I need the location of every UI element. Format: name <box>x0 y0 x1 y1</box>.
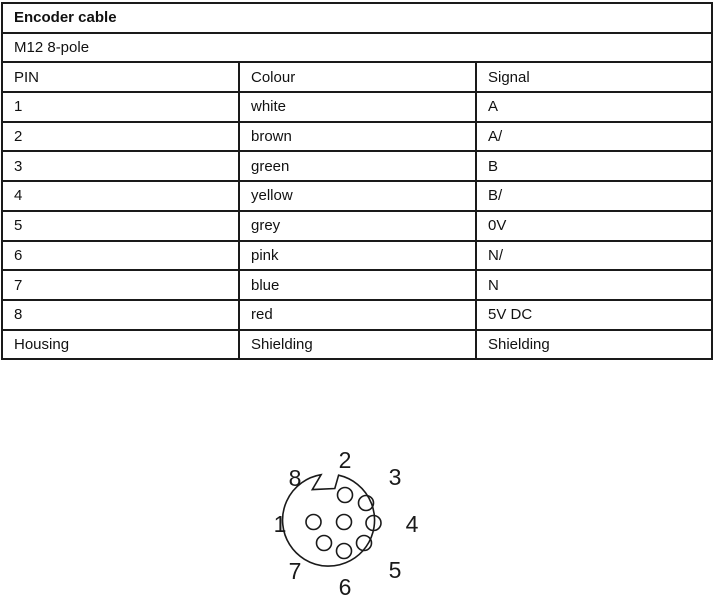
pin-cell: 8 <box>2 300 239 330</box>
table-subtitle: M12 8-pole <box>2 33 712 63</box>
pin-cell: 6 <box>2 241 239 271</box>
pin-label-3: 3 <box>388 464 402 490</box>
pin-label-6: 6 <box>338 574 352 600</box>
signal-cell: 0V <box>476 211 712 241</box>
signal-cell: Shielding <box>476 330 712 360</box>
table-title-row <box>2 3 712 33</box>
pin-cell: 2 <box>2 122 239 152</box>
table-row <box>2 270 712 300</box>
m12-connector-diagram <box>262 446 432 600</box>
table-row <box>2 211 712 241</box>
table-title: Encoder cable <box>2 3 712 33</box>
signal-cell: N/ <box>476 241 712 271</box>
signal-cell: 5V DC <box>476 300 712 330</box>
pin-cell: 5 <box>2 211 239 241</box>
colour-cell: white <box>239 92 476 122</box>
table-row <box>2 241 712 271</box>
pin-cell: 3 <box>2 151 239 181</box>
header-colour: Colour <box>239 62 476 92</box>
pin-socket-2 <box>338 488 353 503</box>
colour-cell: yellow <box>239 181 476 211</box>
table-row <box>2 330 712 360</box>
pin-label-8: 8 <box>288 465 302 491</box>
signal-cell: B <box>476 151 712 181</box>
pin-label-2: 2 <box>338 447 352 473</box>
colour-cell: grey <box>239 211 476 241</box>
table-header-row <box>2 62 712 92</box>
table-row <box>2 151 712 181</box>
colour-cell: red <box>239 300 476 330</box>
pin-cell: 1 <box>2 92 239 122</box>
pin-cell: 4 <box>2 181 239 211</box>
table-row <box>2 181 712 211</box>
pin-cell: 7 <box>2 270 239 300</box>
header-pin: PIN <box>2 62 239 92</box>
pin-socket-center <box>337 515 352 530</box>
colour-cell: blue <box>239 270 476 300</box>
table-row <box>2 300 712 330</box>
pin-cell: Housing <box>2 330 239 360</box>
table-row <box>2 122 712 152</box>
signal-cell: B/ <box>476 181 712 211</box>
pin-label-4: 4 <box>405 511 419 537</box>
signal-cell: A/ <box>476 122 712 152</box>
table-subtitle-row <box>2 33 712 63</box>
table-row <box>2 92 712 122</box>
colour-cell: pink <box>239 241 476 271</box>
pin-label-1: 1 <box>273 511 287 537</box>
pin-label-5: 5 <box>388 557 402 583</box>
colour-cell: Shielding <box>239 330 476 360</box>
pin-socket-7 <box>317 536 332 551</box>
connector-face-drawing <box>262 446 432 600</box>
header-signal: Signal <box>476 62 712 92</box>
pin-socket-1 <box>306 515 321 530</box>
signal-cell: A <box>476 92 712 122</box>
pin-socket-6 <box>337 544 352 559</box>
colour-cell: brown <box>239 122 476 152</box>
pin-label-7: 7 <box>288 558 302 584</box>
encoder-pinout-table <box>1 2 713 360</box>
colour-cell: green <box>239 151 476 181</box>
signal-cell: N <box>476 270 712 300</box>
